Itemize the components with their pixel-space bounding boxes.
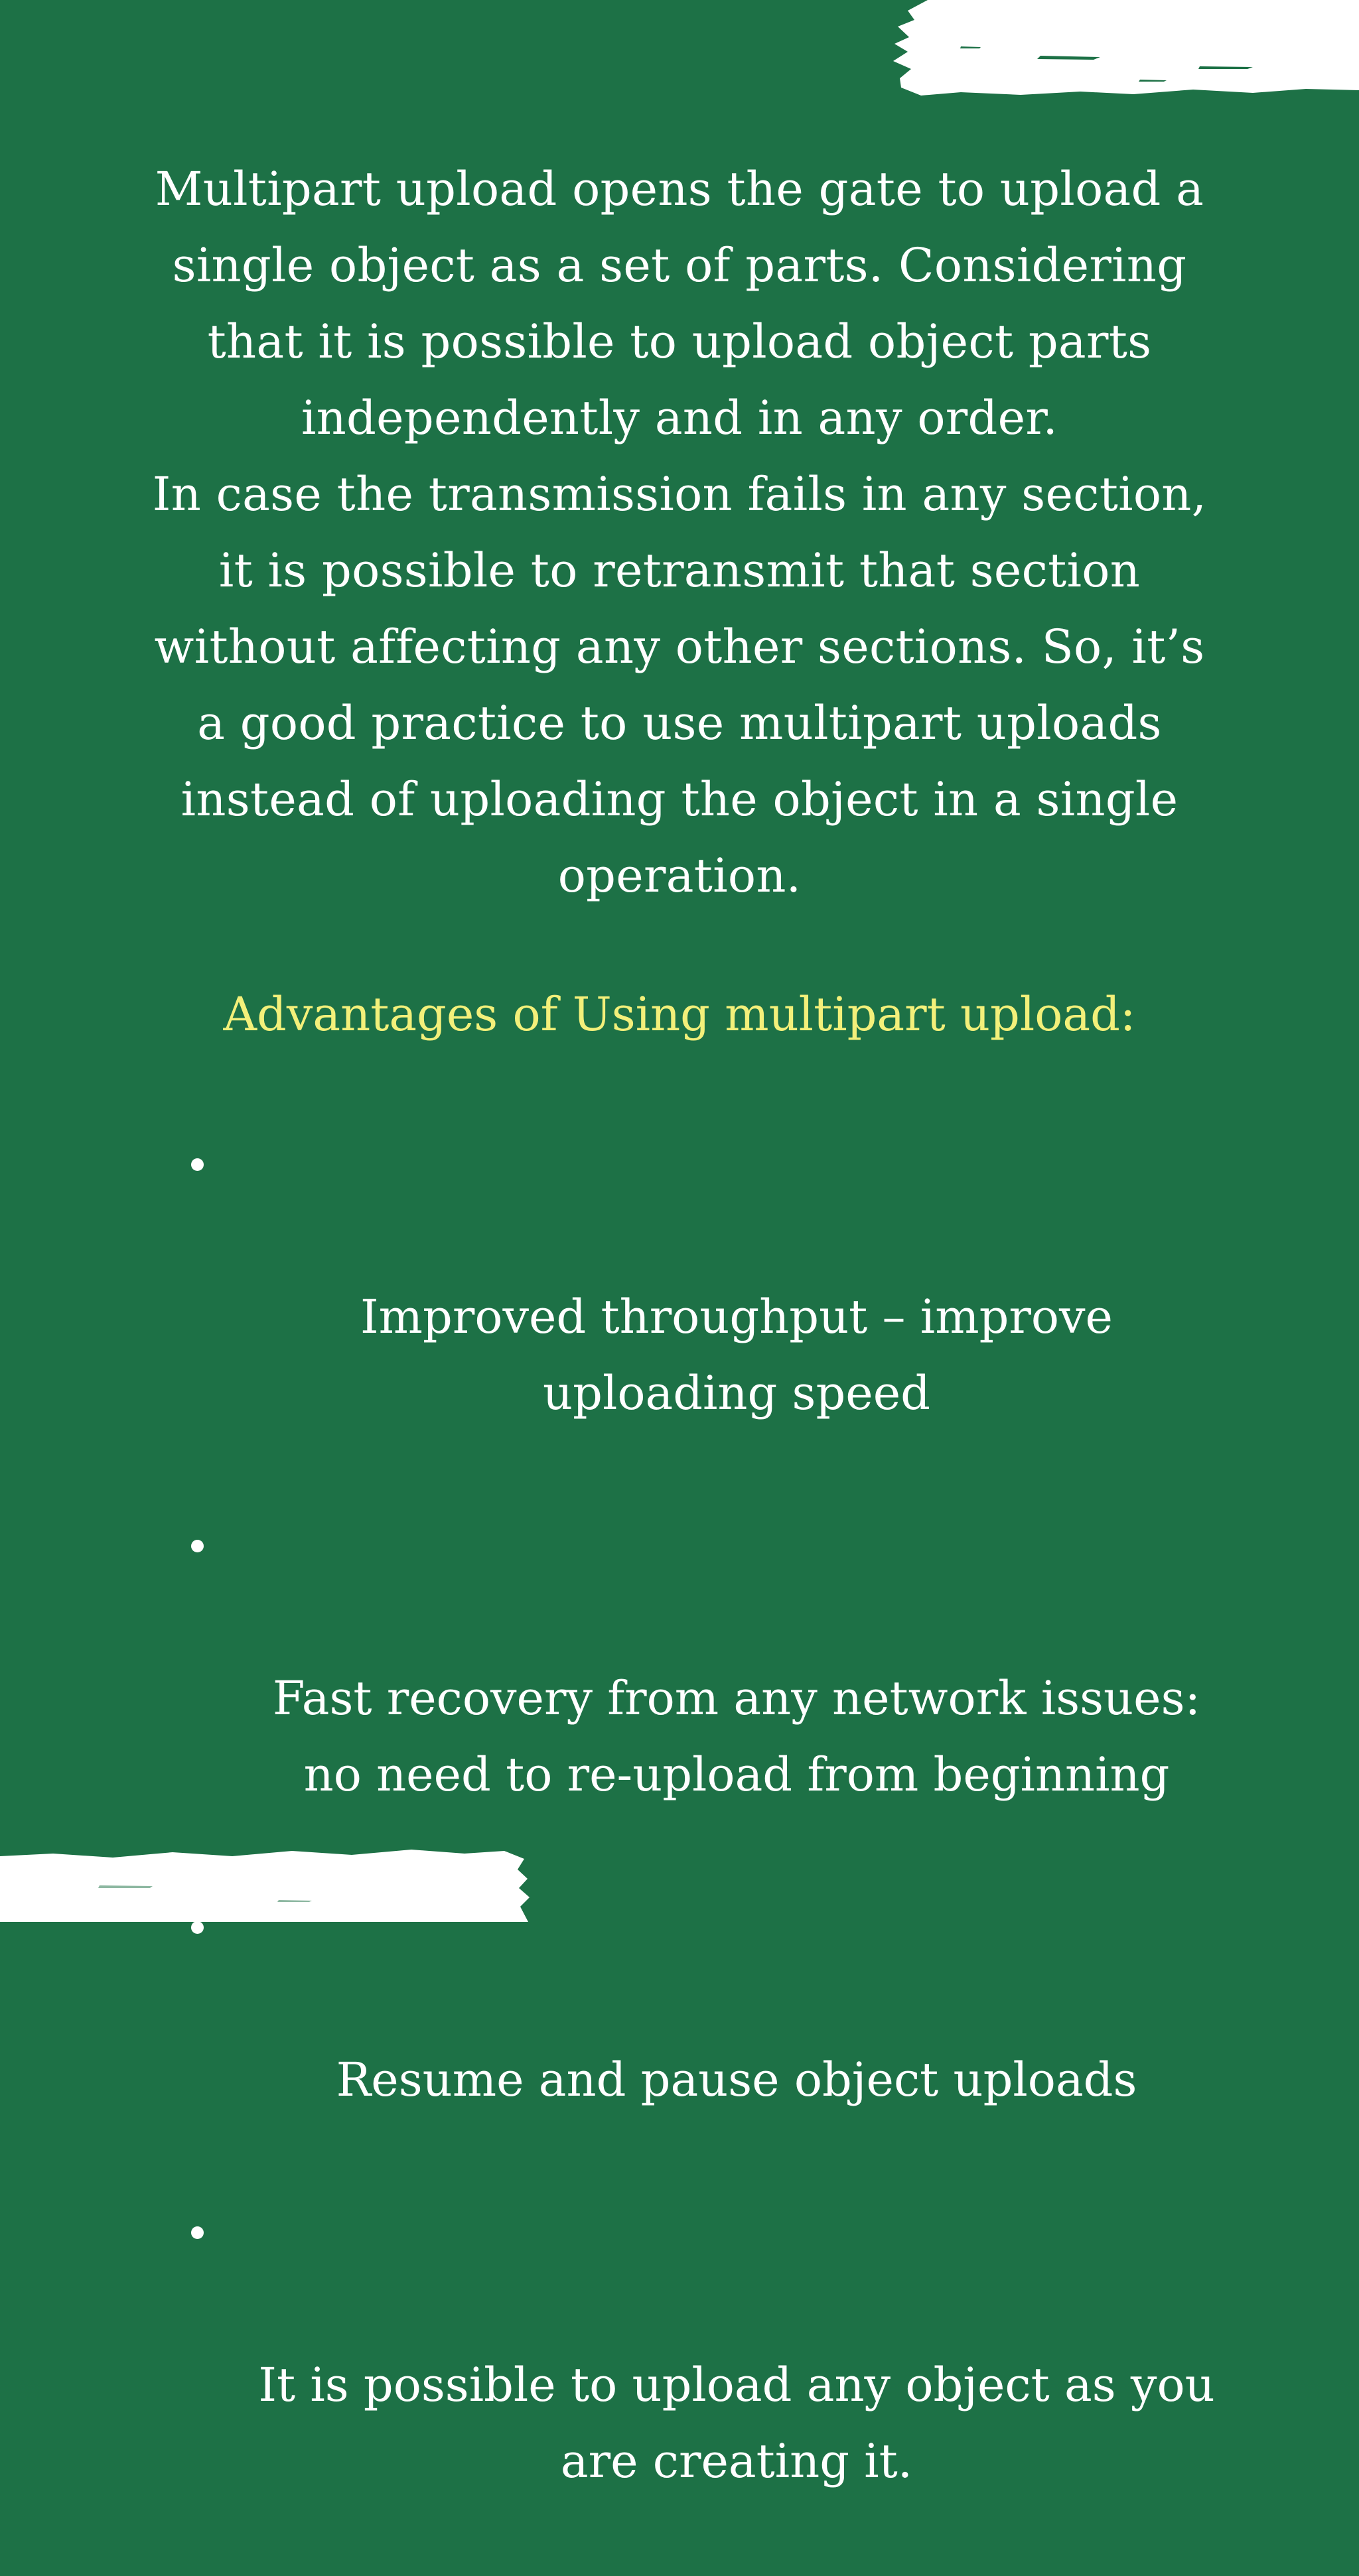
advantage-text: Resume and pause object uploads	[336, 2053, 1137, 2107]
advantage-item	[179, 1126, 1241, 1508]
advantage-item	[179, 2195, 1241, 2576]
bullet-icon	[191, 2226, 204, 2239]
intro-paragraph: Multipart upload opens the gate to upload a single object as a set of parts. Considering that it is possible to upload object parts independently and in any order. In case the transmission fails in any section, it is possible to retransmit that section without affecting any other sections. So, it’s a good practice to use multipart uploads instead of uploading the object in a single operation.	[152, 162, 1207, 903]
brush-stroke-top-decoration	[881, 0, 1359, 100]
brush-stroke-bottom-decoration	[0, 1839, 531, 1922]
advantage-text: Improved throughput – improve uploading speed	[360, 1290, 1113, 1420]
advantage-text: Fast recovery from any network issues: no need to re-upload from beginning	[272, 1671, 1201, 1802]
advantage-item	[179, 1889, 1241, 2195]
bullet-icon	[191, 1921, 204, 1934]
bullet-icon	[191, 1540, 204, 1552]
advantages-heading: Advantages of Using multipart upload:	[223, 987, 1136, 1042]
advantage-item	[179, 1508, 1241, 1889]
bullet-icon	[191, 1158, 204, 1171]
advantage-text: It is possible to upload any object as you are creating it.	[258, 2358, 1215, 2488]
